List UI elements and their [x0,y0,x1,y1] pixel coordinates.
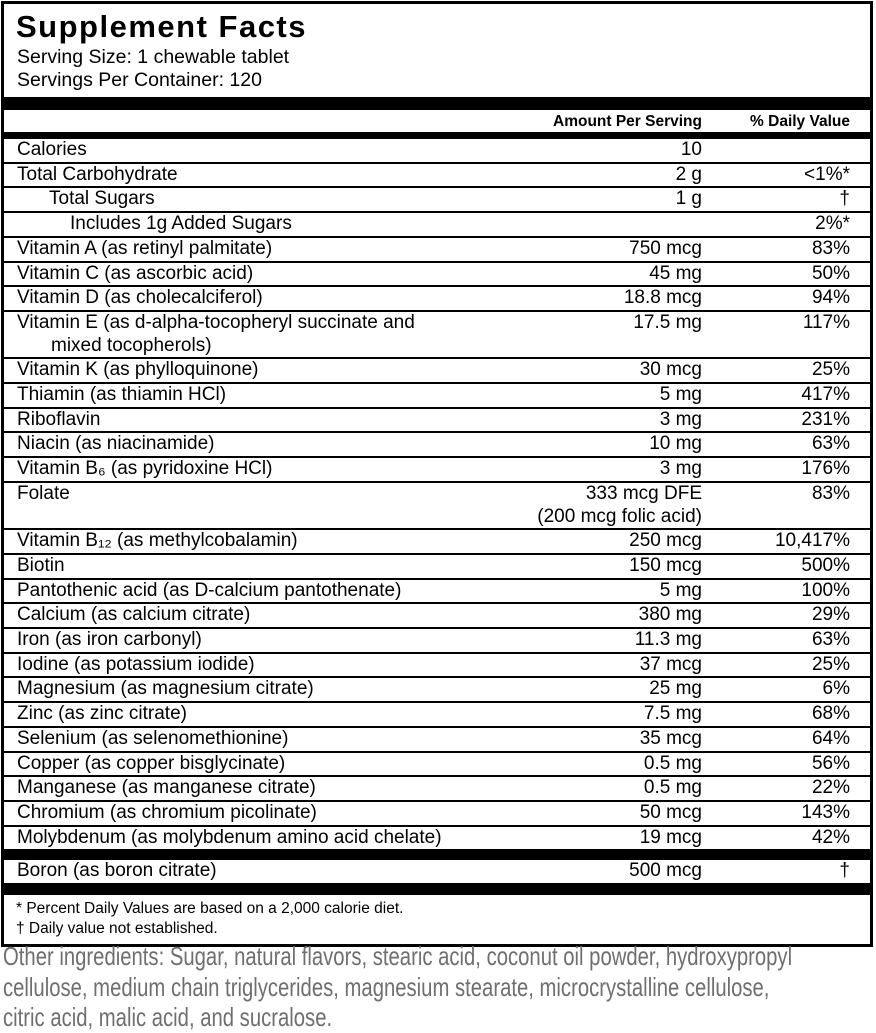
table-row [4,188,870,213]
footnote-daily-values: * Percent Daily Values are based on a 2,000 calorie diet. [16,900,404,918]
table-row [4,604,870,629]
table-row [4,753,870,778]
label-title: Supplement Facts [16,9,307,44]
amount-per-serving: 2 g [675,163,702,185]
percent-daily-value: 63% [811,433,850,455]
table-row [4,213,870,238]
nutrient-name: Niacin (as niacinamide) [17,433,215,455]
nutrient-name: Vitamin D (as cholecalciferol) [17,287,263,309]
other-ingredients [3,941,792,1033]
table-row [4,678,870,703]
nutrient-name: Pantothenic acid (as D-calcium pantothenate) [17,579,402,601]
amount-per-serving: 0.5 mg [643,752,702,774]
amount-per-serving: 17.5 mg [633,311,702,333]
nutrient-name: Copper (as copper bisglycinate) [17,752,286,774]
amount-per-serving: 10 [680,139,702,160]
nutrient-name: Includes 1g Added Sugars [70,213,292,235]
amount-per-serving: 250 mcg [629,530,702,552]
table-row [4,312,870,359]
percent-daily-value: 42% [811,826,850,848]
thick-divider-bottom [4,883,870,895]
table-row [4,827,870,850]
percent-daily-value: 25% [811,359,850,381]
table-row [4,580,870,605]
header-divider [4,132,870,139]
percent-daily-value: 25% [811,653,850,675]
percent-daily-value: 100% [801,579,850,601]
percent-daily-value: 29% [811,604,850,626]
nutrient-name: Calcium (as calcium citrate) [17,604,251,626]
other-ingredients-line: cellulose, medium chain triglycerides, magnesium stearate, microcrystalline cellulose, [3,971,770,1002]
nutrient-name: Folate [17,482,70,504]
nutrient-name: Manganese (as manganese citrate) [17,777,316,799]
amount-per-serving: 5 mg [659,579,702,601]
nutrient-column-header [4,114,492,130]
column-header-row [4,110,870,132]
table-row [4,384,870,409]
percent-daily-value: 6% [822,678,850,700]
amount-per-serving: 35 mcg [639,727,702,749]
nutrient-name: Vitamin K (as phylloquinone) [17,359,259,381]
percent-daily-value: 500% [801,554,850,576]
amount-per-serving: 30 mcg [639,359,702,381]
percent-daily-value: 83% [811,482,850,504]
nutrient-name: Selenium (as selenomethionine) [17,727,289,749]
table-row [4,629,870,654]
nutrient-name: Total Carbohydrate [17,163,178,185]
amount-per-serving: 7.5 mg [643,703,702,725]
amount-per-serving: 10 mg [649,433,702,455]
percent-daily-value: 2%* [815,213,850,235]
percent-daily-value: 83% [811,237,850,259]
table-row [4,777,870,802]
other-ingredients-line: citric acid, malic acid, and sucralose. [3,1002,333,1032]
table-row [4,409,870,434]
table-row [4,263,870,288]
nutrient-name: Riboflavin [17,408,101,430]
thick-divider-top [4,97,870,110]
percent-daily-value: 117% [802,311,850,333]
footnote-not-established: † Daily value not established. [16,920,218,938]
percent-daily-value: 417% [801,384,850,406]
percent-daily-value: 94% [811,287,850,309]
amount-per-serving [492,213,702,236]
percent-daily-value [702,139,870,162]
percent-daily-value: 231% [801,408,850,430]
nutrient-name: Magnesium (as magnesium citrate) [17,678,314,700]
table-row [4,458,870,483]
table-row [4,802,870,827]
nutrient-name: Total Sugars [49,188,155,210]
percent-daily-value: 50% [811,262,850,284]
percent-daily-value: 56% [811,752,850,774]
table-row [4,359,870,384]
percent-daily-value: <1%* [804,163,850,185]
table-row [4,238,870,263]
amount-per-serving: 3 mg [659,458,702,480]
amount-per-serving: 45 mg [649,262,702,284]
percent-daily-value: † [839,860,850,882]
percent-daily-value: † [839,188,850,210]
amount-per-serving: 750 mcg [629,237,702,259]
percent-daily-value: 143% [801,801,850,823]
percent-daily-value: 68% [811,703,850,725]
thick-divider-boron-top [4,849,870,860]
daily-value-column-header: % Daily Value [750,113,850,130]
nutrient-name: Iodine (as potassium iodide) [17,653,255,675]
servings-per-container: Servings Per Container: 120 [17,69,262,91]
table-row [4,654,870,679]
nutrient-name: Biotin [17,554,65,576]
amount-per-serving: 3 mg [659,408,702,430]
table-row [4,555,870,580]
amount-per-serving: 11.3 mg [634,629,702,651]
table-row [4,287,870,312]
percent-daily-value: 176% [801,458,850,480]
nutrient-name: Vitamin A (as retinyl palmitate) [17,237,273,259]
nutrient-name: Zinc (as zinc citrate) [17,703,187,725]
nutrient-table [4,139,870,849]
footnotes [4,895,870,944]
percent-daily-value: 10,417% [774,530,850,552]
amount-per-serving: 5 mg [659,384,702,406]
table-row [4,703,870,728]
amount-per-serving: 25 mg [649,678,702,700]
table-row [4,530,870,555]
supplement-facts-label [1,1,873,947]
serving-size: Serving Size: 1 chewable tablet [17,46,290,68]
amount-per-serving: 37 mcg [639,653,702,675]
boron-section [4,860,870,883]
percent-daily-value: 22% [811,777,850,799]
table-row [4,860,870,883]
nutrient-name: Vitamin B₁₂ (as methylcobalamin) [17,530,298,552]
other-ingredients-line: Other ingredients: Sugar, natural flavors, stearic acid, coconut oil powder, hydroxypropyl [3,941,793,971]
nutrient-name: Vitamin B₆ (as pyridoxine HCl) [17,458,273,480]
table-row [4,433,870,458]
amount-per-serving: 50 mcg [639,801,702,823]
amount-per-serving: 150 mcg [629,554,702,576]
table-row [4,139,870,164]
percent-daily-value: 64% [811,727,850,749]
table-row [4,483,870,530]
table-row [4,728,870,753]
amount-per-serving: 18.8 mcg [623,287,702,309]
nutrient-name: Vitamin E (as d-alpha-tocopheryl succinate and mixed tocopherols) [17,311,415,356]
amount-per-serving: 1 g [675,188,702,210]
amount-per-serving: 500 mcg [629,860,702,882]
amount-column-header: Amount Per Serving [553,113,702,130]
nutrient-name: Thiamin (as thiamin HCl) [17,384,227,406]
nutrient-name: Chromium (as chromium picolinate) [17,801,317,823]
amount-per-serving: 19 mcg [639,826,702,848]
nutrient-name: Vitamin C (as ascorbic acid) [17,262,254,284]
amount-per-serving: 380 mg [638,604,702,626]
nutrient-name: Iron (as iron carbonyl) [17,629,202,651]
amount-per-serving: 0.5 mg [643,777,702,799]
amount-per-serving: 333 mcg DFE (200 mcg folic acid) [537,482,702,527]
nutrient-name: Calories [17,139,87,160]
percent-daily-value: 63% [811,629,850,651]
nutrient-name: Molybdenum (as molybdenum amino acid chelate) [17,826,442,848]
table-row [4,164,870,189]
nutrient-name: Boron (as boron citrate) [17,860,217,882]
